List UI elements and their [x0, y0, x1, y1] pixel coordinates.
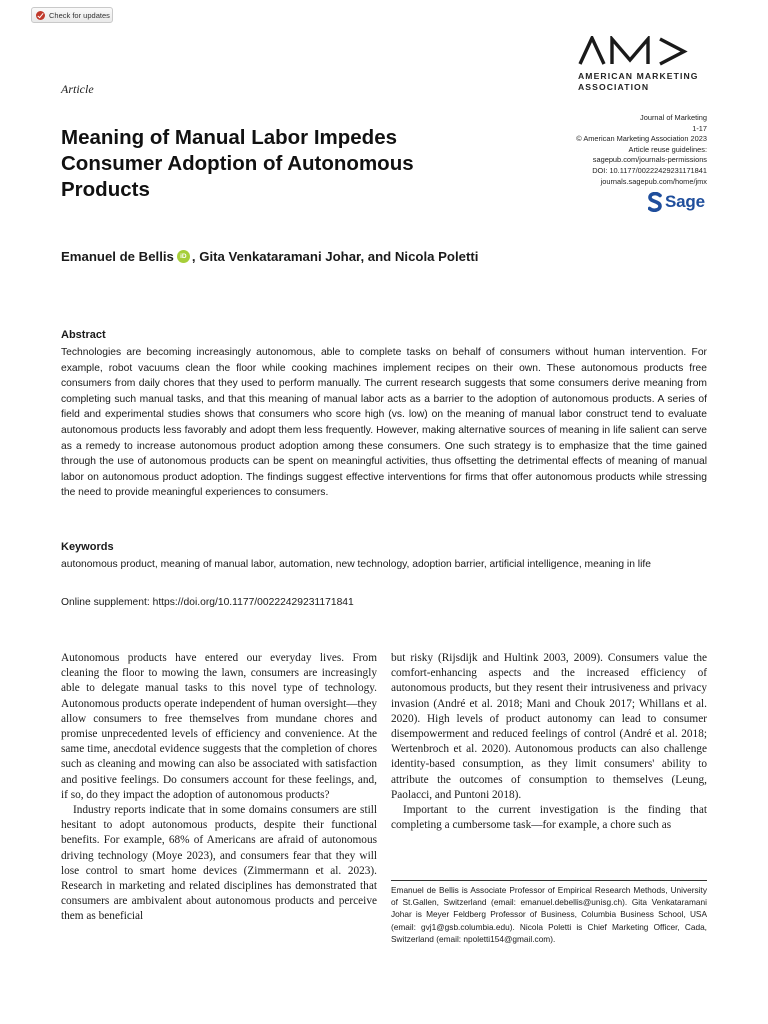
body-column-left: [61, 651, 377, 925]
sage-logo: [648, 192, 705, 212]
author-rest: , Gita Venkataramani Johar, and Nicola Poletti: [191, 249, 479, 264]
orcid-icon[interactable]: iD: [177, 250, 190, 263]
footnote-divider: [391, 880, 707, 881]
paper-title: Meaning of Manual Labor Impedes Consumer Adoption of Autonomous Products: [61, 126, 414, 201]
journal-permissions-link[interactable]: sagepub.com/journals-permissions: [592, 155, 707, 165]
article-type-label: Article: [61, 82, 94, 96]
journal-home-link[interactable]: journals.sagepub.com/home/jmx: [600, 176, 707, 186]
sage-s-icon: [648, 192, 662, 212]
journal-copyright: © American Marketing Association 2023: [576, 134, 707, 144]
abstract-text: Technologies are becoming increasingly autonomous, able to complete tasks on behalf of consumers without human intervention. For example, robot vacuums clean the floor while cooking machines implement recipes on their own. These autonomous products free consumers from daily chores that they used to perform manually. The current research suggests that some consumers derive meaning from completing such manual tasks, and that this meaning of manual labor acts as a barrier to the adoption of autonomous products. A series of field and experimental studies shows that consumers who score high (vs. low) on the meaning of manual labor construct tend to evaluate autonomous products less favorably and adopt them less frequently. However, making alternative sources of meaning in life salient can serve as a remedy to increase autonomous product adoption among these consumers. One such strategy is to emphasize that the time gained through the use of autonomous products can be spent on meaningful activities, thus offsetting the detrimental effects of meaning of manual labor on autonomous product adoption. The findings suggest effective interventions for firms that offer autonomous products while stressing the need to provide meaningful experiences to consumers.: [61, 347, 707, 499]
supplement-label: Online supplement:: [61, 597, 153, 608]
supplement-link[interactable]: https://doi.org/10.1177/00222429231171841: [152, 597, 354, 608]
author-list: [61, 249, 478, 264]
journal-doi[interactable]: DOI: 10.1177/00222429231171841: [592, 165, 707, 175]
author-first: Emanuel de Bellis: [61, 249, 174, 264]
body-paragraph: Industry reports indicate that in some domains consumers are still hesitant to adopt autonomous products, despite their functional benefits. For example, 68% of Americans are afraid of autonomous driving technology (Moye 2023), and consumers fear that they will lose control to smart home devices (Zimmermann et al. 2023). Research in marketing and related disciplines has demonstrated that consumers are ambivalent about autonomous products and perceive them as beneficial: [61, 804, 377, 923]
ama-name-line1: AMERICAN MARKETING: [578, 71, 699, 81]
sage-wordmark: Sage: [665, 192, 705, 211]
online-supplement: [61, 597, 354, 608]
keywords-heading: Keywords: [61, 541, 114, 553]
journal-info: [576, 113, 707, 187]
body-paragraph: Autonomous products have entered our everyday lives. From cleaning the floor to mowing the lawn, consumers are increasingly able to delegate manual tasks to this novel type of technology. Autonomous products operate independent of human oversight—they allow consumers to free themselves from mundane chores and promise unprecedented levels of efficiency and convenience. At the same time, anecdotal evidence suggests that the completion of chores such as cleaning and mowing can also be associated with satisfaction and positive feelings. Do consumers account for these feelings, and, if so, do they impact the adoption of autonomous products?: [61, 652, 377, 801]
abstract-heading: Abstract: [61, 329, 106, 341]
check-icon: [36, 11, 45, 20]
body-column-right: [391, 651, 707, 833]
body-paragraph: Important to the current investigation is the finding that completing a cumbersome task—for example, a chore such as: [391, 804, 707, 832]
journal-pages: 1-17: [692, 123, 707, 133]
keywords-text: autonomous product, meaning of manual labor, automation, new technology, adoption barrier, artificial intelligence, meaning in life: [61, 559, 651, 570]
ama-logo-icon: [578, 36, 708, 66]
ama-name-line2: ASSOCIATION: [578, 82, 650, 92]
check-for-updates-button[interactable]: [31, 7, 113, 23]
journal-name: Journal of Marketing: [640, 113, 707, 122]
author-footnote: Emanuel de Bellis is Associate Professor of Empirical Research Methods, University of St.Gallen, Switzerland (email: emanuel.debellis@unisg.ch). Gita Venkataramani Johar is Meyer Feldberg Professor of Business, Columbia Business School, USA (email: gvj1@gsb.columbia.edu). Nicola Poletti is Chief Marketing Officer, Cada, Switzerland (email: npoletti154@gmail.com).: [391, 885, 707, 944]
body-paragraph: but risky (Rijsdijk and Hultink 2003, 2009). Consumers value the comfort-enhancing aspects and the increased efficiency of autonomous products, but they resent their intrusiveness and privacy invasion (André et al. 2018; Mani and Chouk 2017; Whillans et al. 2020). High levels of product autonomy can lead to consumer disempowerment and reduced feelings of control (André et al. 2018; Wertenbroch et al. 2020). Autonomous products can also challenge identity-based consumption, as they limit consumers' ability to attribute the outcomes of consumption to themselves (Leung, Paolacci, and Puntoni 2018).: [391, 652, 707, 801]
journal-reuse-label: Article reuse guidelines:: [628, 144, 707, 154]
check-for-updates-label: Check for updates: [49, 10, 110, 20]
